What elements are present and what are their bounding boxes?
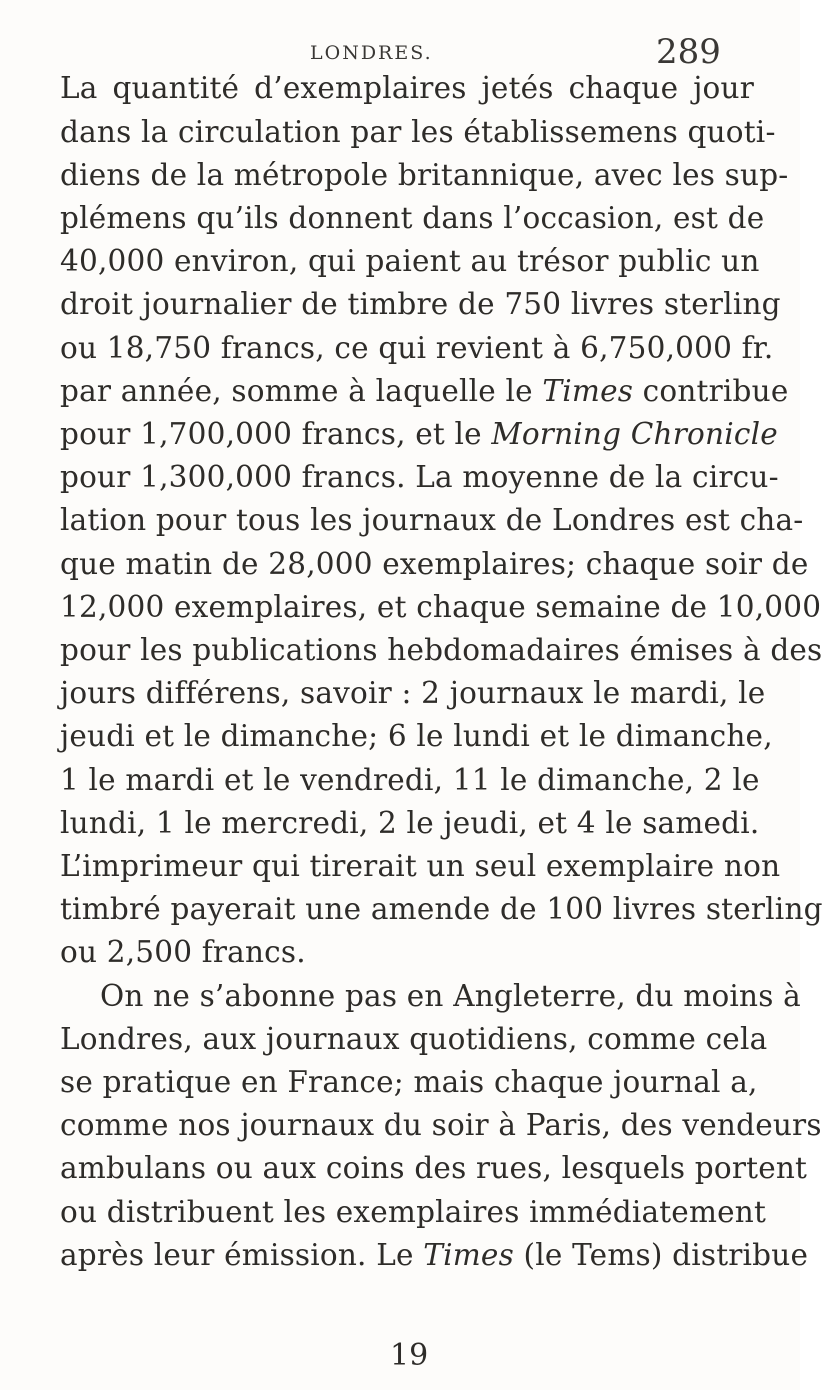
page-number: 289 bbox=[656, 32, 721, 72]
text-line: après leur émission. Le Times (le Tems) distribue bbox=[60, 1238, 809, 1272]
text-line: ou distribuent les exemplaires immédiatement bbox=[60, 1195, 767, 1229]
text-line: se pratique en France; mais chaque journal a, bbox=[60, 1065, 758, 1099]
text-line: diens de la métropole britannique, avec les sup- bbox=[60, 158, 789, 192]
italic-title: Times bbox=[423, 1238, 514, 1272]
text-line: On ne s’abonne pas en Angleterre, du moins à bbox=[100, 979, 801, 1013]
text-line: lundi, 1 le mercredi, 2 le jeudi, et 4 le samedi. bbox=[60, 806, 760, 840]
text-line: ambulans ou aux coins des rues, lesquels portent bbox=[60, 1151, 808, 1185]
text-line: 1 le mardi et le vendredi, 11 le dimanche, 2 le bbox=[60, 763, 760, 797]
text-line: L’imprimeur qui tirerait un seul exemplaire non bbox=[60, 849, 781, 883]
text-line: jours différens, savoir : 2 journaux le mardi, le bbox=[60, 676, 766, 710]
running-head: LONDRES. bbox=[310, 42, 433, 64]
text-line: que matin de 28,000 exemplaires; chaque soir de bbox=[60, 547, 809, 581]
text-line: jeudi et le dimanche; 6 le lundi et le dimanche, bbox=[60, 719, 773, 753]
text-line: par année, somme à laquelle le Times contribue bbox=[60, 374, 789, 408]
signature-mark: 19 bbox=[390, 1338, 429, 1373]
text-line: La quantité d’exemplaires jetés chaque jour bbox=[60, 71, 754, 105]
text-line: droit journalier de timbre de 750 livres sterling bbox=[60, 287, 781, 321]
text-line: 40,000 environ, qui paient au trésor public un bbox=[60, 244, 760, 278]
text-line: pour 1,300,000 francs. La moyenne de la circu- bbox=[60, 460, 779, 494]
text-line: Londres, aux journaux quotidiens, comme cela bbox=[60, 1022, 768, 1056]
text-line: pour les publications hebdomadaires émises à des bbox=[60, 633, 823, 667]
text-line: pour 1,700,000 francs, et le Morning Chronicle bbox=[60, 417, 778, 451]
text-line: ou 18,750 francs, ce qui revient à 6,750,000 fr. bbox=[60, 331, 774, 365]
text-line: dans la circulation par les établissemens quoti- bbox=[60, 115, 776, 149]
text-line: timbré payerait une amende de 100 livres sterling bbox=[60, 892, 823, 926]
italic-title: Times bbox=[542, 374, 634, 408]
text-line: ou 2,500 francs. bbox=[60, 935, 306, 969]
text-line: 12,000 exemplaires, et chaque semaine de 10,000 bbox=[60, 590, 822, 624]
text-line: comme nos journaux du soir à Paris, des vendeurs bbox=[60, 1108, 822, 1142]
text-line: lation pour tous les journaux de Londres est cha- bbox=[60, 503, 804, 537]
italic-title: Morning Chronicle bbox=[491, 417, 778, 451]
text-line: plémens qu’ils donnent dans l’occasion, est de bbox=[60, 201, 765, 235]
